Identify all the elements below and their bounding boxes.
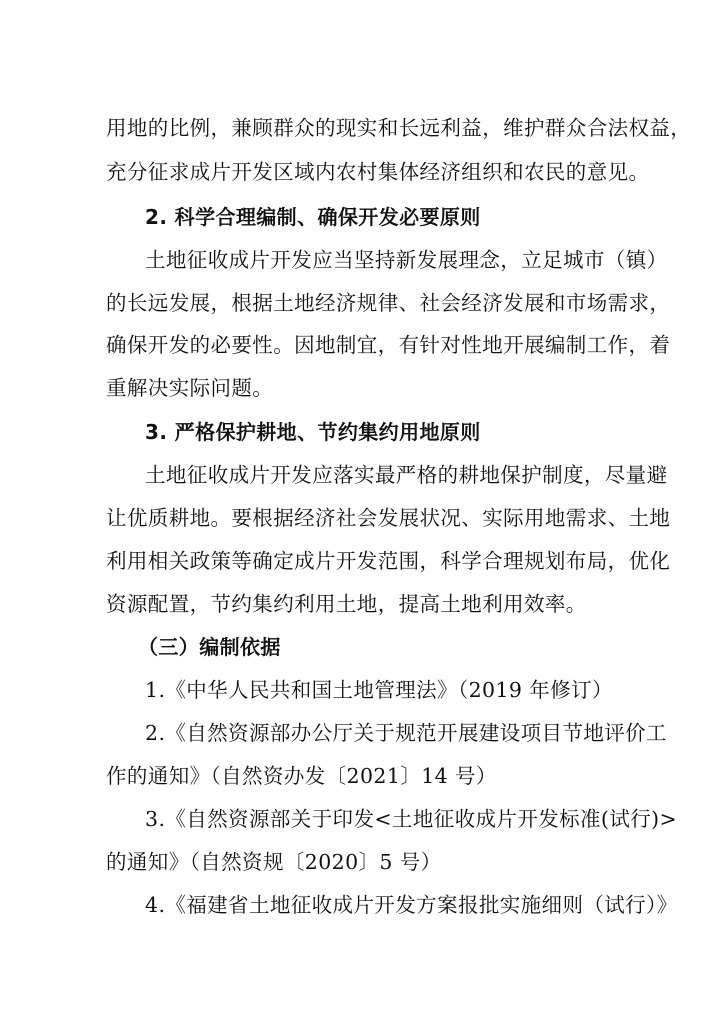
reference-item: 4.《福建省土地征收成片开发方案报批实施细则（试行）》	[145, 893, 678, 917]
section-heading: 3. 严格保护耕地、节约集约用地原则	[145, 420, 481, 444]
paragraph-line: 确保开发的必要性。因地制宜，有针对性地开展编制工作，着	[106, 333, 671, 357]
reference-item-continuation: 作的通知》（自然资办发〔2021〕14 号）	[106, 764, 497, 788]
paragraph-line: 的长远发展，根据土地经济规律、社会经济发展和市场需求，	[106, 291, 671, 315]
paragraph-line: 资源配置，节约集约利用土地，提高土地利用效率。	[106, 592, 587, 616]
subsection-heading: （三）编制依据	[138, 635, 281, 659]
paragraph-line: 土地征收成片开发应落实最严格的耕地保护制度，尽量避	[145, 463, 668, 487]
paragraph-line: 充分征求成片开发区域内农村集体经济组织和农民的意见。	[106, 160, 650, 184]
reference-item: 1.《中华人民共和国土地管理法》（2019 年修订）	[145, 678, 613, 702]
reference-item-continuation: 的通知》（自然资规〔2020〕5 号）	[106, 850, 442, 874]
paragraph-line: 让优质耕地。要根据经济社会发展状况、实际用地需求、土地	[106, 506, 671, 530]
paragraph-line: 重解决实际问题。	[106, 376, 274, 400]
paragraph-line: 用地的比例，兼顾群众的现实和长远利益，维护群众合法权益，	[106, 116, 692, 140]
paragraph-line: 利用相关政策等确定成片开发范围，科学合理规划布局，优化	[106, 549, 671, 573]
reference-item: 2.《自然资源部办公厅关于规范开展建设项目节地评价工	[145, 721, 667, 745]
section-heading: 2. 科学合理编制、确保开发必要原则	[145, 205, 481, 229]
reference-item: 3.《自然资源部关于印发<土地征收成片开发标准(试行)>	[145, 807, 678, 831]
paragraph-line: 土地征收成片开发应当坚持新发展理念，立足城市（镇）	[145, 248, 668, 272]
